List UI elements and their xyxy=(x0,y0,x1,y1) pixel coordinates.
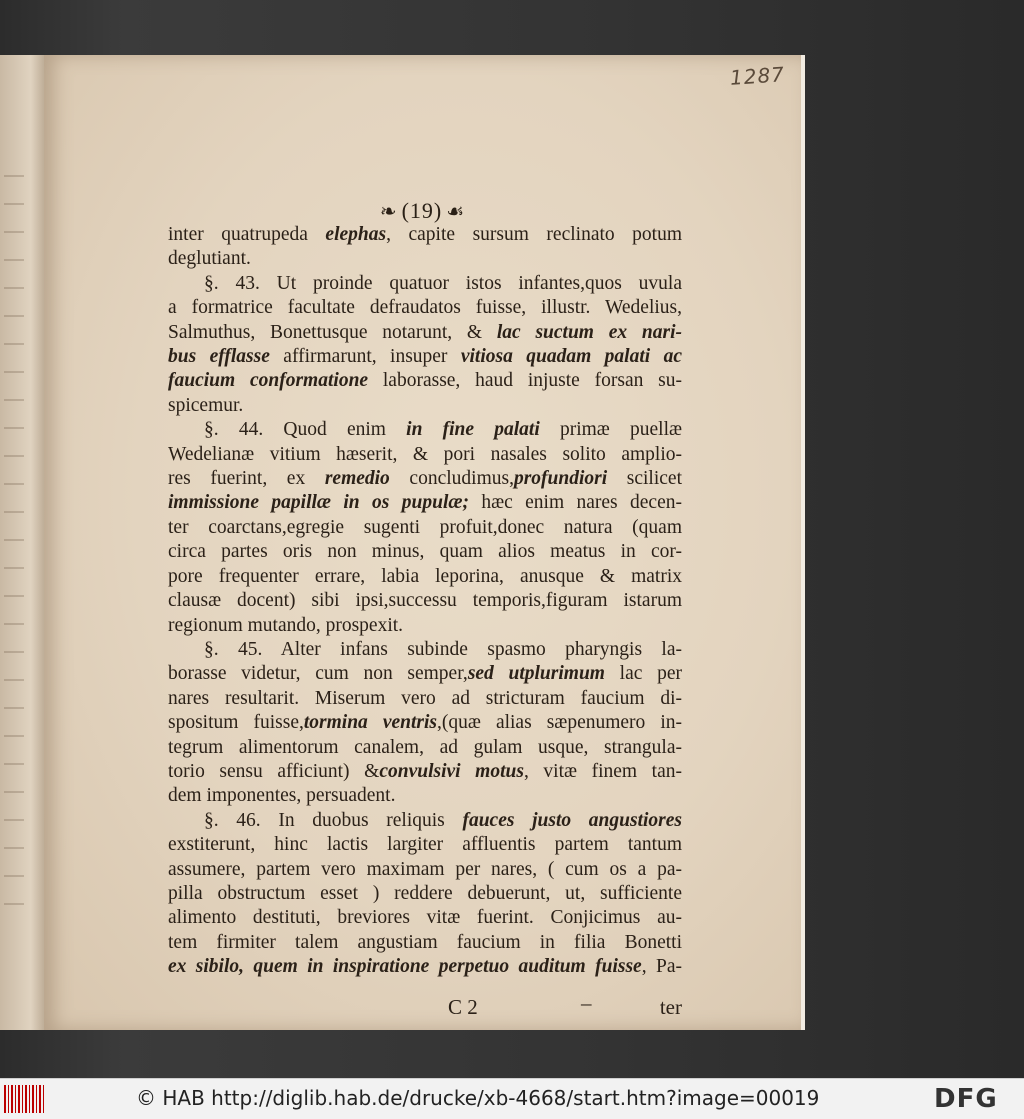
text-run: torio sensu afficiunt) & xyxy=(168,760,380,782)
text-run: , Pa- xyxy=(641,956,682,978)
text-line xyxy=(168,418,682,442)
italic-phrase: fauces justo angustiores xyxy=(462,809,683,831)
text-run: deglutiant. xyxy=(168,248,251,270)
folio-number: 1287 xyxy=(729,62,786,90)
text-line xyxy=(168,614,682,638)
italic-phrase: vitiosa quadam palati ac xyxy=(460,346,682,368)
text-run: exstiterunt, hinc lactis largiter affluentis partem tantum xyxy=(168,834,682,856)
italic-phrase: elephas xyxy=(325,224,387,245)
facing-page-text-bleed xyxy=(4,175,24,915)
text-run: §. 46. In duobus reliquis xyxy=(204,809,463,831)
text-run: nares resultarit. Miserum vero ad stricturam faucium di- xyxy=(168,687,682,709)
book-page xyxy=(44,55,801,1030)
text-line xyxy=(168,369,682,393)
text-line xyxy=(168,394,682,418)
text-line xyxy=(168,833,682,857)
text-run: concludimus, xyxy=(389,468,514,490)
text-run: §. 45. Alter infans subinde spasmo pharyngis la- xyxy=(204,638,682,660)
text-run: a formatrice facultate defraudatos fuisse, illustr. Wedelius, xyxy=(168,297,682,319)
text-run: affirmarunt, insuper xyxy=(269,346,461,368)
italic-phrase: lac suctum ex nari- xyxy=(496,321,683,343)
text-line xyxy=(168,760,682,784)
text-line xyxy=(168,247,682,271)
text-run: hæc enim nares decen- xyxy=(468,492,682,514)
text-line xyxy=(168,784,682,808)
text-line xyxy=(168,809,682,833)
text-run: laborasse, haud injuste forsan su- xyxy=(368,370,682,392)
ornament-left-icon: ❧ xyxy=(379,201,398,223)
text-line xyxy=(168,296,682,320)
page-number: (19) xyxy=(401,198,443,223)
footer-bar xyxy=(0,1078,1024,1119)
text-run: primæ puellæ xyxy=(539,419,682,441)
text-line xyxy=(168,540,682,564)
text-run: res fuerint, ex xyxy=(168,468,325,490)
italic-phrase: convulsivi motus xyxy=(379,760,524,782)
text-run: scilicet xyxy=(607,468,682,490)
text-run: assumere, partem vero maximam per nares, ( cum os a pa- xyxy=(168,858,682,880)
text-run: Wedelianæ vitium hæserit, & pori nasales solito amplio- xyxy=(168,443,682,465)
text-run: §. 44. Quod enim xyxy=(204,419,407,441)
text-run: inter quatrupeda xyxy=(168,224,326,245)
text-run: Salmuthus, Bonettusque notarunt, & xyxy=(168,321,497,343)
text-run: , capite sursum reclinato potum xyxy=(386,224,682,245)
catchword: ter xyxy=(659,995,682,1019)
text-run: circa partes oris non minus, quam alios meatus in cor- xyxy=(168,541,682,563)
italic-phrase: bus efflasse xyxy=(168,346,270,368)
ornament-right-icon: ☙ xyxy=(446,201,466,223)
text-line xyxy=(168,589,682,613)
text-run: clausæ docent) sibi ipsi,successu temporis,figuram istarum xyxy=(168,590,682,612)
text-run: pilla obstructum esset ) reddere debuerunt, ut, sufficiente xyxy=(168,882,682,904)
running-header xyxy=(44,198,801,224)
text-line xyxy=(168,565,682,589)
italic-phrase: profundiori xyxy=(513,468,608,490)
text-run: tegrum alimentorum canalem, ad gulam usque, strangula- xyxy=(168,736,682,758)
italic-phrase: in fine palati xyxy=(406,419,540,441)
text-run: tem firmiter talem angustiam faucium in filia Bonetti xyxy=(168,931,682,953)
text-line xyxy=(168,467,682,491)
text-line xyxy=(168,711,682,735)
text-run: spicemur. xyxy=(168,394,244,416)
text-line xyxy=(168,223,682,247)
text-run: pore frequenter errare, labia leporina, anusque & matrix xyxy=(168,565,682,587)
text-run: regionum mutando, prospexit. xyxy=(168,614,404,636)
copyright-link[interactable]: © HAB http://diglib.hab.de/drucke/xb-4668/start.htm?image=00019 xyxy=(136,1086,820,1110)
text-line xyxy=(168,906,682,930)
text-line xyxy=(168,443,682,467)
italic-phrase: sed utplurimum xyxy=(467,663,605,685)
signature-line xyxy=(168,991,682,1021)
text-line xyxy=(168,882,682,906)
text-line xyxy=(168,272,682,296)
text-line xyxy=(168,638,682,662)
text-line xyxy=(168,516,682,540)
italic-phrase: tormina ventris xyxy=(303,712,438,734)
text-line xyxy=(168,662,682,686)
text-run: dem imponentes, persuadent. xyxy=(168,785,396,807)
text-run: spositum fuisse, xyxy=(168,712,304,734)
dfg-logo: DFG xyxy=(934,1084,998,1114)
text-run: ,(quæ alias sæpenumero in- xyxy=(437,712,682,734)
text-run: §. 43. Ut proinde quatuor istos infantes,quos uvula xyxy=(204,272,682,294)
text-line xyxy=(168,687,682,711)
text-line xyxy=(168,736,682,760)
text-line xyxy=(168,858,682,882)
page-text xyxy=(168,223,682,980)
text-run: borasse videtur, cum non semper, xyxy=(168,663,468,685)
text-line xyxy=(168,955,682,979)
italic-phrase: immissione papillæ in os pupulæ; xyxy=(168,492,469,514)
italic-phrase: remedio xyxy=(324,468,390,490)
signature-dash: – xyxy=(581,991,592,1015)
text-run: lac per xyxy=(604,663,682,685)
signature-mark: C 2 xyxy=(448,995,478,1019)
text-line xyxy=(168,491,682,515)
page-right-edge xyxy=(801,55,805,1030)
text-line xyxy=(168,931,682,955)
hab-logo-icon xyxy=(4,1085,46,1113)
text-line xyxy=(168,321,682,345)
text-run: ter coarctans,egregie sugenti profuit,donec natura (quam xyxy=(168,516,682,538)
italic-phrase: ex sibilo, quem in inspiratione perpetuo auditum fuisse xyxy=(168,956,642,978)
text-run: alimento destituti, breviores vitæ fuerint. Conjicimus au- xyxy=(168,907,682,929)
facing-page-edge xyxy=(0,55,44,1030)
text-line xyxy=(168,345,682,369)
text-run: , vitæ finem tan- xyxy=(523,760,682,782)
italic-phrase: faucium conformatione xyxy=(168,370,369,392)
